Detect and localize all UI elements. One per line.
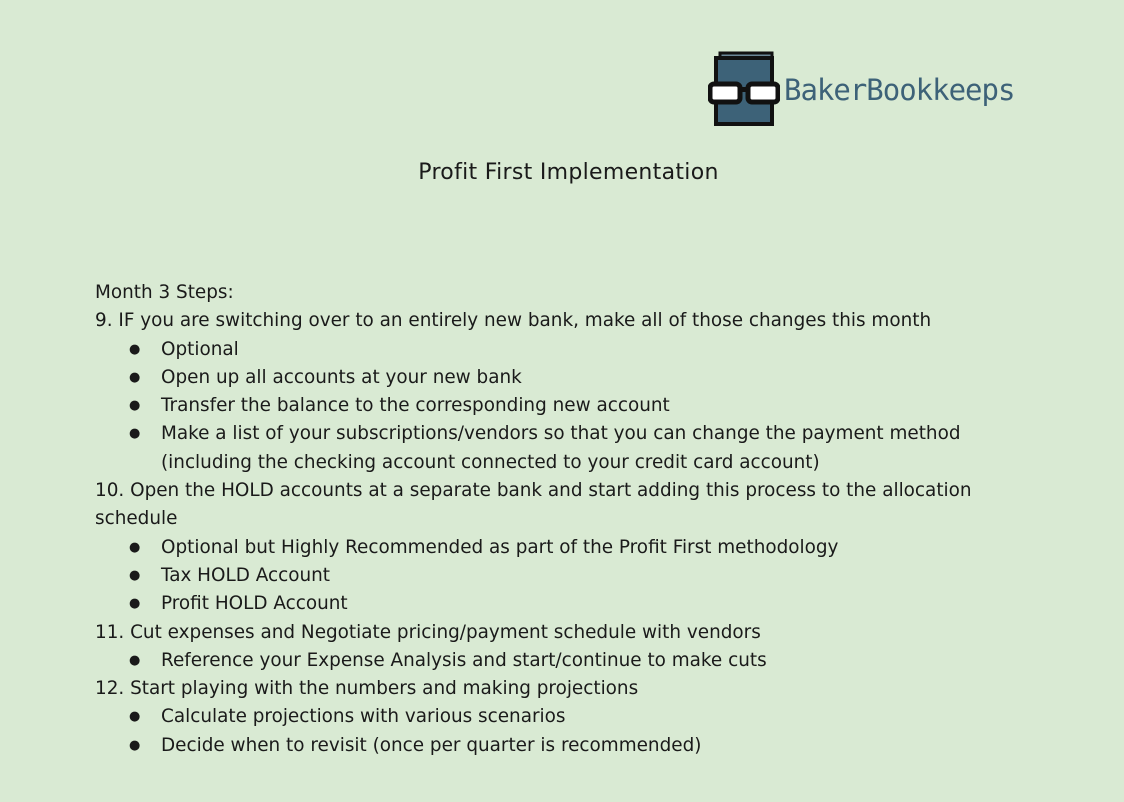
bullet-list: [95, 647, 1055, 675]
bullet-text: Optional: [161, 338, 239, 360]
bullet-text: Profit HOLD Account: [161, 593, 348, 615]
bullet-text: Reference your Expense Analysis and start/continue to make cuts: [161, 649, 767, 671]
bullet-text: Decide when to revisit (once per quarter is recommended): [161, 734, 702, 756]
bullet-item: [95, 364, 1055, 392]
bullet-item: [95, 562, 1055, 590]
bullet-item: [95, 534, 1055, 562]
bullet-text: Tax HOLD Account: [161, 564, 330, 586]
bullet-dot: ●: [129, 369, 141, 385]
bullet-item: [95, 392, 1055, 420]
bullet-item: [95, 336, 1055, 364]
bullet-dot: ●: [129, 398, 141, 414]
bullet-item: [95, 647, 1055, 675]
bullet-dot: ●: [129, 567, 141, 583]
bullet-dot: ●: [129, 709, 141, 725]
section-heading: Month 3 Steps:: [95, 282, 234, 303]
bullet-dot: ●: [129, 539, 141, 555]
step-heading: 9. IF you are switching over to an entirely new bank, make all of those changes this month: [95, 310, 932, 332]
step-heading: 11. Cut expenses and Negotiate pricing/payment schedule with vendors: [95, 621, 761, 643]
bullet-item: [95, 703, 1055, 731]
bullet-list: [95, 534, 1055, 619]
book-with-glasses-icon: [708, 50, 780, 128]
step-heading: 12. Start playing with the numbers and making projections: [95, 678, 639, 700]
bullet-dot: ●: [129, 652, 141, 668]
bullet-text: Calculate projections with various scenarios: [161, 706, 566, 728]
bullet-dot: ●: [129, 737, 141, 753]
document-body: [95, 279, 1055, 760]
step-heading: 10. Open the HOLD accounts at a separate bank and start adding this process to the allocation schedule: [95, 480, 972, 530]
bullet-item: [95, 420, 1055, 477]
bullet-text: Transfer the balance to the corresponding new account: [161, 395, 670, 417]
bullet-list: [95, 336, 1055, 477]
brand-logo: [708, 50, 1014, 128]
brand-name: BakerBookkeeps: [784, 72, 1015, 107]
bullet-dot: ●: [129, 426, 141, 442]
bullet-dot: ●: [129, 596, 141, 612]
bullet-list: [95, 703, 1055, 760]
bullet-text: Open up all accounts at your new bank: [161, 366, 522, 388]
bullet-item: [95, 590, 1055, 618]
bullet-dot: ●: [129, 341, 141, 357]
bullet-item: [95, 732, 1055, 760]
page-title: Profit First Implementation: [418, 160, 719, 185]
bullet-text: Optional but Highly Recommended as part of the Profit First methodology: [161, 536, 839, 558]
bullet-text: Make a list of your subscriptions/vendors so that you can change the payment method (including the checking account connected to your credit card account): [161, 423, 961, 473]
